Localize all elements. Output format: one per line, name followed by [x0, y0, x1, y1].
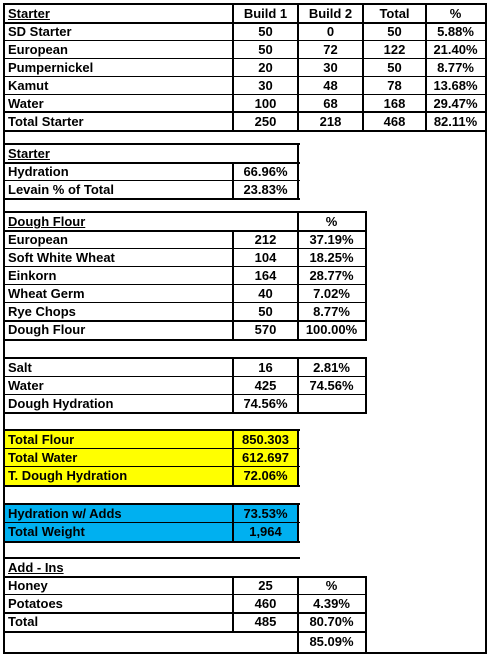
add-ins-pct: 4.39%	[313, 596, 350, 611]
add-ins-title: Add - Ins	[8, 560, 64, 575]
grid-line	[297, 3, 299, 132]
starter-row-pct: 8.77%	[437, 60, 474, 75]
starter-row-total: 122	[383, 42, 406, 57]
starter-row-total: 50	[387, 60, 402, 75]
dough-flour-total-name: Dough Flour	[8, 322, 86, 337]
add-ins-total-name: Total	[8, 614, 39, 629]
grid-line	[3, 448, 300, 449]
add-ins-extra-pct: 85.09%	[309, 634, 354, 649]
starter-row-build1: 20	[258, 60, 273, 75]
grid-line	[365, 211, 367, 341]
dough-hydration-value: 74.56%	[243, 396, 288, 411]
starter-row-build1: 50	[258, 42, 273, 57]
starter-row-build2: 0	[326, 24, 335, 39]
starter-row-build1: 50	[258, 24, 273, 39]
starter-summary-value: 66.96%	[243, 164, 288, 179]
starter-header-build2: Build 2	[308, 6, 353, 21]
starter-summary-label: Hydration	[8, 164, 69, 179]
grid-line	[232, 162, 234, 200]
total-weight-value: 1,964	[249, 524, 282, 539]
salt-water-grams: 425	[254, 378, 277, 393]
grid-line	[3, 143, 300, 145]
add-ins-name: Potatoes	[8, 596, 63, 611]
starter-row-build2: 72	[323, 42, 338, 57]
grid-line	[3, 22, 487, 24]
starter-total-build2: 218	[319, 114, 342, 129]
starter-row-name: Kamut	[8, 78, 49, 93]
add-ins-total-grams: 485	[254, 614, 277, 629]
grid-line	[297, 143, 299, 200]
dough-flour-name: Soft White Wheat	[8, 250, 115, 265]
grid-line	[232, 503, 234, 543]
starter-total-name: Total Starter	[8, 114, 84, 129]
starter-row-total: 78	[387, 78, 402, 93]
starter-row-name: Water	[8, 96, 44, 111]
grid-line	[3, 466, 300, 467]
grid-line	[3, 652, 487, 654]
dough-flour-grams: 50	[258, 304, 273, 319]
grid-line	[3, 541, 300, 543]
dough-flour-pct: 28.77%	[309, 268, 354, 283]
total-flour-label: Total Flour	[8, 432, 75, 447]
grid-line	[232, 230, 234, 341]
grid-line	[425, 3, 427, 132]
starter-total-total: 468	[383, 114, 406, 129]
grid-line	[3, 248, 367, 249]
grid-line	[3, 211, 367, 213]
salt-water-name: Water	[8, 378, 44, 393]
starter-row-pct: 29.47%	[433, 96, 478, 111]
dough-flour-total-grams: 570	[254, 322, 277, 337]
starter-row-pct: 5.88%	[437, 24, 474, 39]
grid-line	[297, 503, 299, 543]
add-ins-pct-header: %	[325, 578, 338, 593]
grid-line	[3, 394, 367, 395]
dough-flour-grams: 164	[254, 268, 277, 283]
grid-line	[297, 429, 299, 487]
starter-header-total: Total	[379, 6, 410, 21]
total-flour-value: 850.303	[242, 432, 289, 447]
grid-line	[3, 198, 300, 200]
grid-line	[3, 522, 300, 523]
grid-line	[3, 339, 367, 341]
dough-flour-pct: 37.19%	[309, 232, 354, 247]
starter-header-name: Starter	[8, 6, 50, 21]
starter-header-build1: Build 1	[243, 6, 288, 21]
grid-line	[3, 576, 367, 578]
starter-row-build2: 48	[323, 78, 338, 93]
grid-line	[3, 376, 367, 377]
starter-row-name: SD Starter	[8, 24, 72, 39]
grid-line	[232, 429, 234, 487]
add-ins-grams: 460	[254, 596, 277, 611]
hydration-adds-label: Hydration w/ Adds	[8, 506, 122, 521]
salt-water-name: Salt	[8, 360, 32, 375]
starter-total-pct: 82.11%	[433, 114, 478, 129]
salt-water-pct: 2.81%	[313, 360, 350, 375]
grid-line	[3, 503, 300, 505]
grid-line	[232, 357, 234, 414]
grid-line	[297, 576, 299, 652]
starter-row-name: European	[8, 42, 68, 57]
dough-flour-title: Dough Flour	[8, 214, 86, 229]
grid-line	[297, 211, 299, 341]
starter-summary-title: Starter	[8, 146, 50, 161]
t-dough-hydration-value: 72.06%	[243, 468, 288, 483]
starter-row-build1: 100	[254, 96, 277, 111]
dough-flour-name: Rye Chops	[8, 304, 76, 319]
starter-row-name: Pumpernickel	[8, 60, 94, 75]
starter-summary-label: Levain % of Total	[8, 182, 114, 197]
grid-line	[3, 320, 367, 322]
dough-flour-pct: 7.02%	[313, 286, 350, 301]
dough-flour-grams: 104	[254, 250, 277, 265]
dough-hydration-label: Dough Hydration	[8, 396, 114, 411]
grid-line	[3, 162, 300, 164]
dough-flour-grams: 40	[258, 286, 273, 301]
starter-total-build1: 250	[254, 114, 277, 129]
dough-flour-name: Wheat Germ	[8, 286, 85, 301]
starter-header-pct: %	[449, 6, 462, 21]
grid-line	[362, 3, 364, 132]
dough-flour-grams: 212	[254, 232, 277, 247]
dough-flour-total-pct: 100.00%	[305, 322, 358, 337]
grid-line	[3, 58, 487, 59]
starter-row-build2: 30	[323, 60, 338, 75]
grid-line	[3, 429, 300, 431]
starter-row-total: 168	[383, 96, 406, 111]
starter-row-build1: 30	[258, 78, 273, 93]
add-ins-name: Honey	[8, 578, 48, 593]
grid-line	[3, 130, 487, 132]
grid-line	[3, 612, 367, 614]
total-water-value: 612.697	[242, 450, 289, 465]
grid-line	[365, 576, 367, 652]
grid-line	[3, 3, 487, 5]
grid-line	[3, 557, 300, 559]
add-ins-grams: 25	[258, 578, 273, 593]
grid-line	[3, 94, 487, 95]
dough-flour-name: Einkorn	[8, 268, 57, 283]
total-weight-label: Total Weight	[8, 524, 85, 539]
grid-line	[3, 76, 487, 77]
salt-water-grams: 16	[258, 360, 273, 375]
starter-row-build2: 68	[323, 96, 338, 111]
grid-line	[232, 576, 234, 633]
t-dough-hydration-label: T. Dough Hydration	[8, 468, 128, 483]
starter-row-total: 50	[387, 24, 402, 39]
starter-summary-value: 23.83%	[243, 182, 288, 197]
grid-line	[3, 111, 487, 113]
grid-line	[3, 266, 367, 267]
grid-line	[297, 357, 299, 414]
grid-line	[3, 230, 367, 232]
total-water-label: Total Water	[8, 450, 78, 465]
grid-line	[3, 40, 487, 41]
starter-row-pct: 13.68%	[433, 78, 478, 93]
grid-line	[3, 594, 367, 595]
dough-flour-pct: 8.77%	[313, 304, 350, 319]
grid-line	[3, 180, 300, 181]
grid-line	[3, 284, 367, 285]
grid-line	[3, 412, 367, 414]
dough-flour-pct-header: %	[325, 214, 338, 229]
grid-line	[3, 631, 367, 633]
dough-flour-name: European	[8, 232, 68, 247]
grid-line	[232, 3, 234, 132]
add-ins-total-pct: 80.70%	[309, 614, 354, 629]
starter-row-pct: 21.40%	[433, 42, 478, 57]
hydration-adds-value: 73.53%	[243, 506, 288, 521]
grid-line	[3, 357, 367, 359]
salt-water-pct: 74.56%	[309, 378, 354, 393]
grid-line	[3, 302, 367, 303]
grid-line	[365, 357, 367, 414]
grid-line	[3, 485, 300, 487]
grid-line	[485, 3, 487, 654]
dough-flour-pct: 18.25%	[309, 250, 354, 265]
